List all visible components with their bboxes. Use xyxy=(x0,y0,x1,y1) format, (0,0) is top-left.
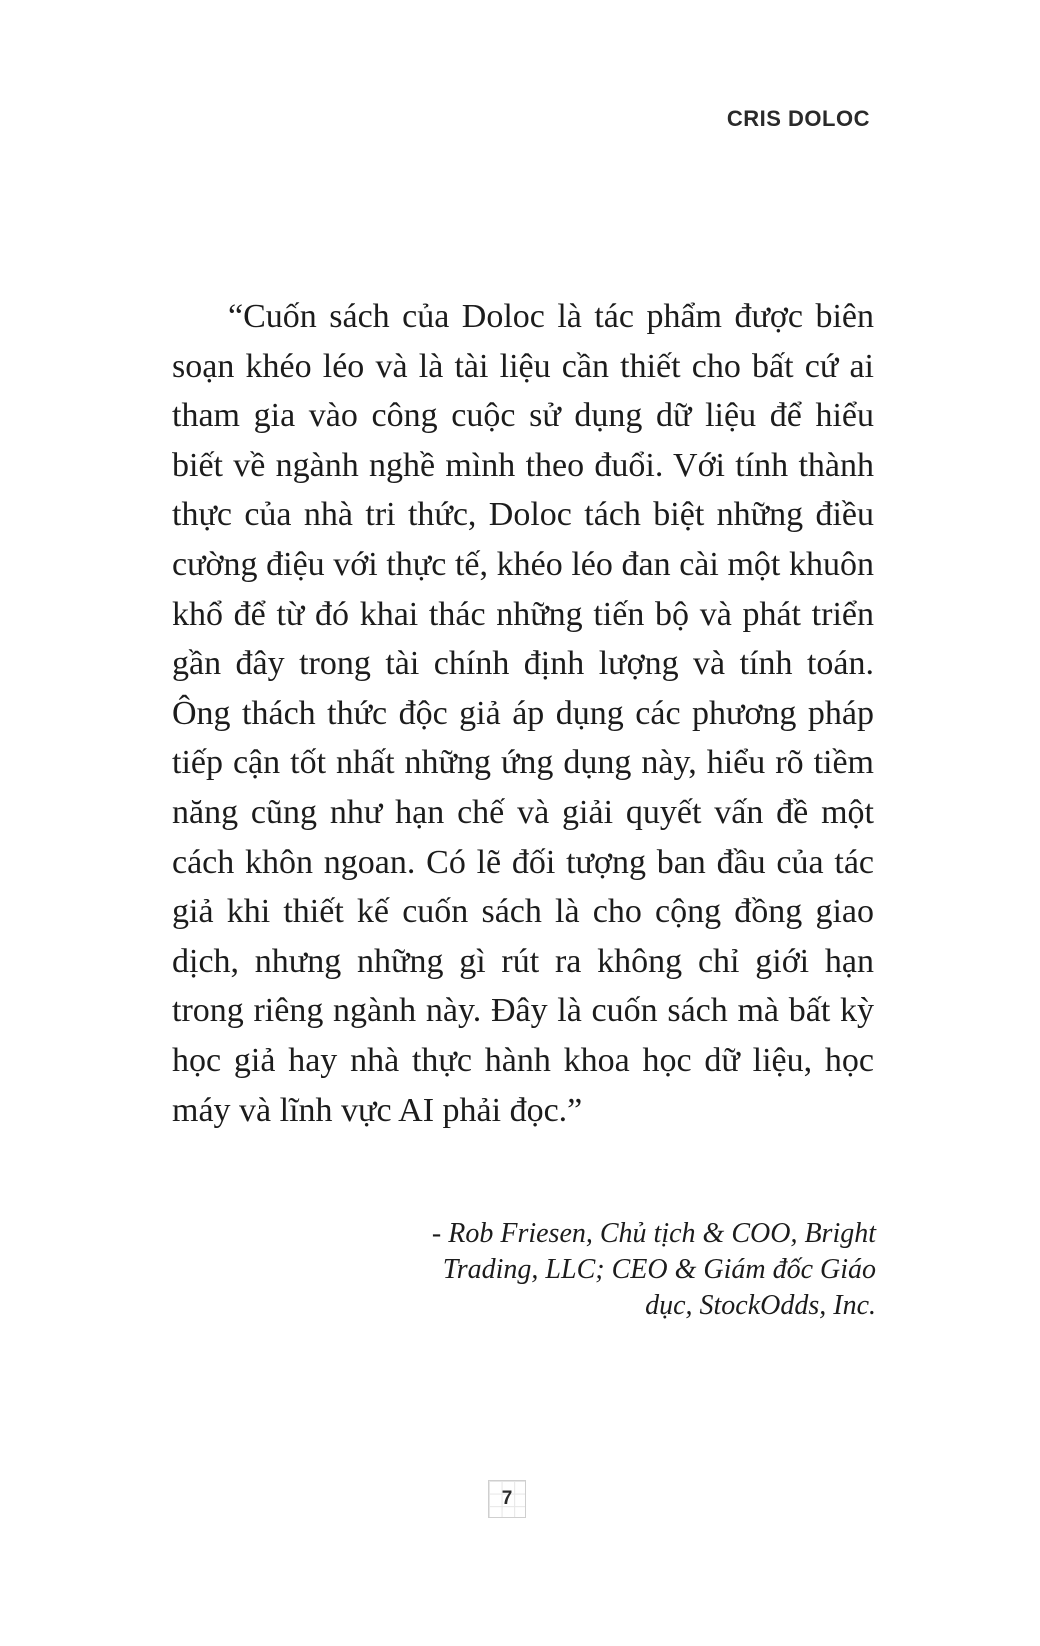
quote-body-text: “Cuốn sách của Doloc là tác phẩm được biên soạn khéo léo và là tài liệu cần thiết cho bất cứ ai tham gia vào công cuộc sử dụng dữ liệu để hiểu biết về ngành nghề mình theo đuổi. Với tính thành thực của nhà tri thức, Doloc tách biệt những điều cường điệu với thực tế, khéo léo đan cài một khuôn khổ để từ đó khai thác những tiến bộ và phát triển gần đây trong tài chính định lượng và tính toán. Ông thách thức độc giả áp dụng các phương pháp tiếp cận tốt nhất những ứng dụng này, hiểu rõ tiềm năng cũng như hạn chế và giải quyết vấn đề một cách khôn ngoan. Có lẽ đối tượng ban đầu của tác giả khi thiết kế cuốn sách là cho cộng đồng giao dịch, nhưng những gì rút ra không chỉ giới hạn trong riêng ngành này. Đây là cuốn sách mà bất kỳ học giả hay nhà thực hành khoa học dữ liệu, học máy và lĩnh vực AI phải đọc.” xyxy=(172,298,874,1129)
running-head-author: CRIS DOLOC xyxy=(726,106,870,131)
page-number-box xyxy=(488,1480,526,1518)
quote-attribution: - Rob Friesen, Chủ tịch & COO, Bright Trading, LLC; CEO & Giám đốc Giáo dục, StockOdds, Inc. xyxy=(431,1218,876,1321)
page-number: 7 xyxy=(501,1488,513,1509)
